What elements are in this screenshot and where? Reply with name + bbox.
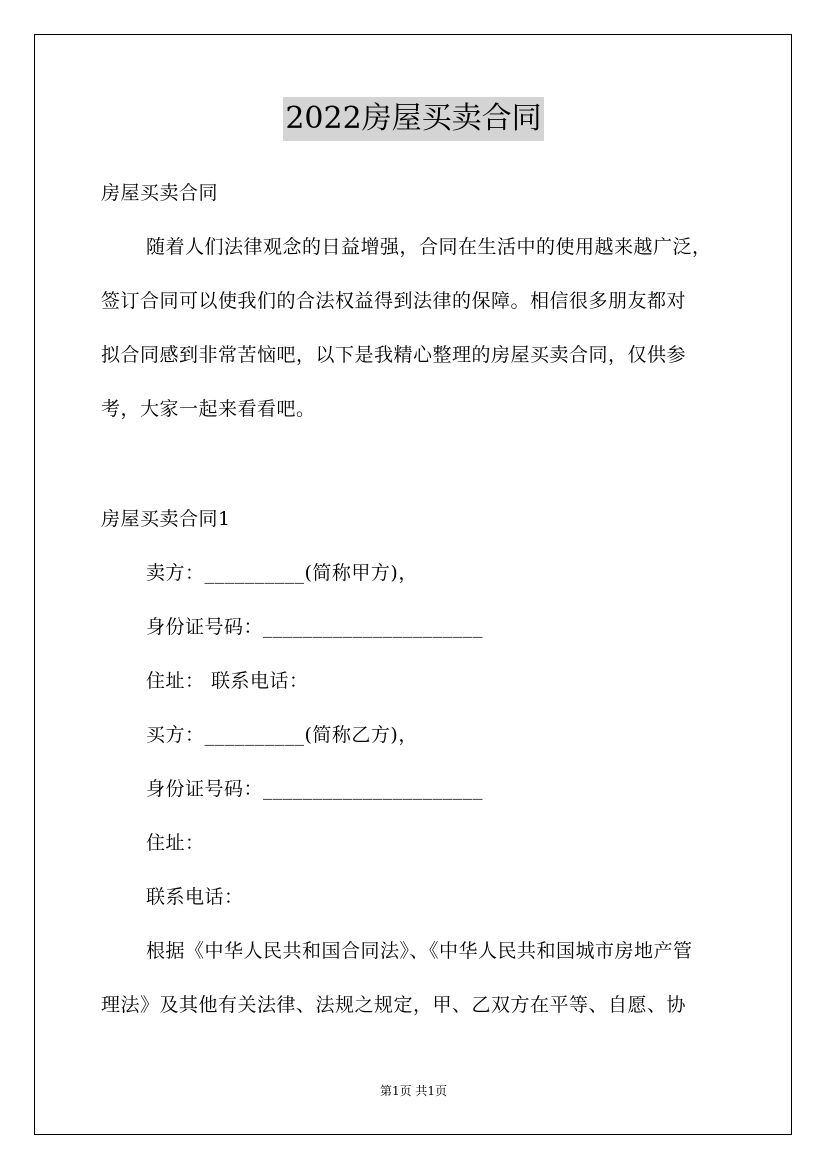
paragraph-line: 理法》及其他有关法律、法规之规定，甲、乙双方在平等、自愿、协: [101, 994, 687, 1016]
page-footer: 第1页 共1页: [379, 1084, 448, 1098]
seller-address-line: 住址： 联系电话：: [146, 670, 309, 692]
section-heading: 房屋买卖合同: [101, 182, 219, 204]
document-title-wrap: [0, 97, 827, 141]
seller-line: 卖方：__________(简称甲方)，: [146, 562, 418, 584]
buyer-phone-line: 联系电话：: [146, 886, 244, 908]
document-title: 2022房屋买卖合同: [283, 97, 543, 141]
buyer-address-line: 住址：: [146, 832, 205, 854]
paragraph-line: 随着人们法律观念的日益增强，合同在生活中的使用越来越广泛，: [146, 236, 712, 258]
paragraph-line: 签订合同可以使我们的合法权益得到法律的保障。相信很多朋友都对: [101, 290, 687, 312]
contract-heading: 房屋买卖合同1: [101, 508, 231, 530]
seller-id-line: 身份证号码：______________________: [146, 616, 484, 638]
paragraph-line: 考，大家一起来看看吧。: [101, 398, 316, 420]
buyer-line: 买方：__________(简称乙方)，: [146, 724, 418, 746]
buyer-id-line: 身份证号码：______________________: [146, 778, 484, 800]
paragraph-line: 根据《中华人民共和国合同法》、《中华人民共和国城市房地产管: [146, 940, 693, 962]
paragraph-line: 拟合同感到非常苦恼吧，以下是我精心整理的房屋买卖合同，仅供参: [101, 344, 687, 366]
